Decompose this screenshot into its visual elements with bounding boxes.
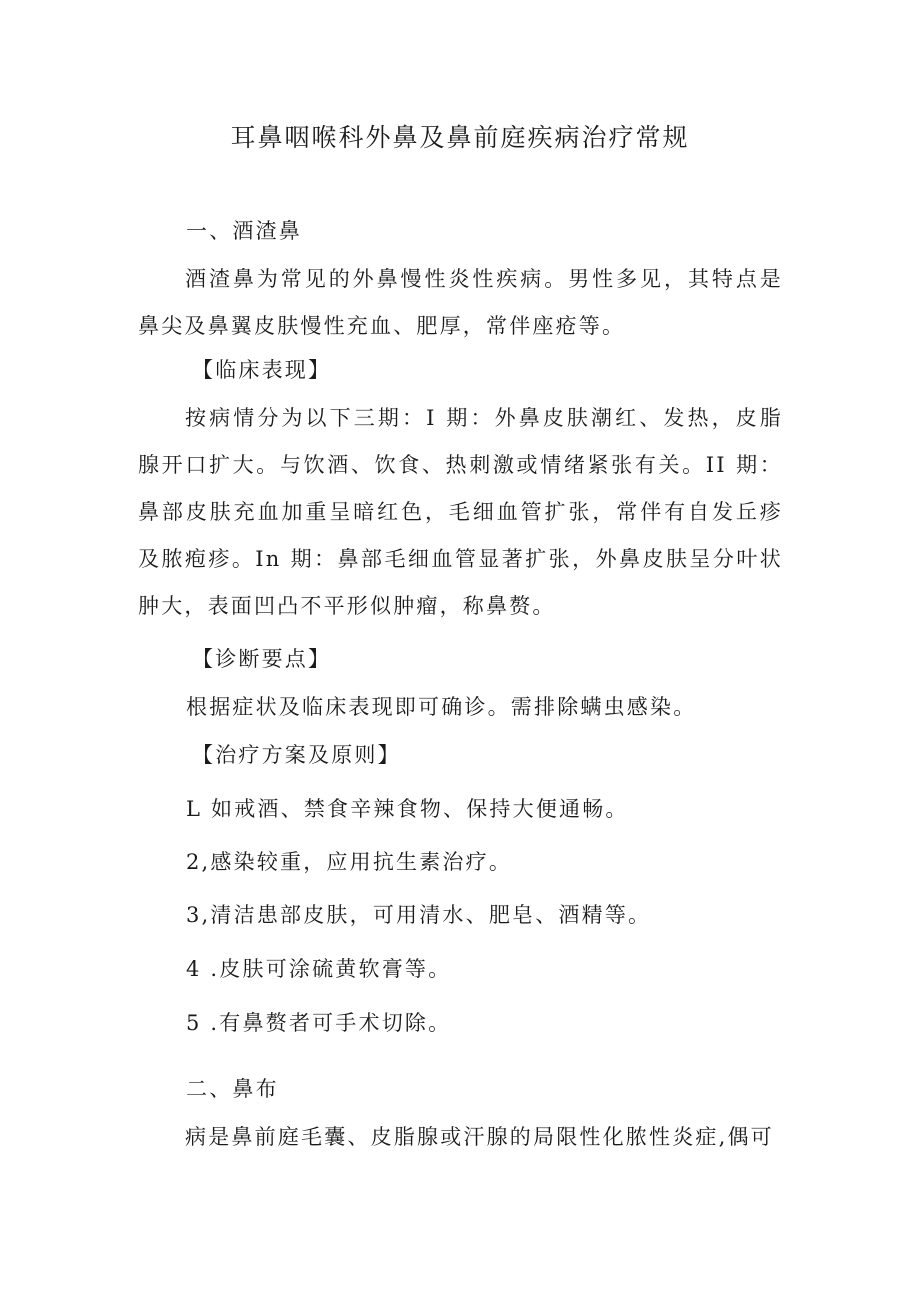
section-2-intro: 病是鼻前庭毛囊、皮脂腺或汗腺的局限性化脓性炎症,偶可 xyxy=(185,1125,774,1149)
treatment-item: 2,感染较重，应用抗生素治疗。 xyxy=(186,850,513,874)
diagnosis-text: 根据症状及临床表现即可确诊。需排除螨虫感染。 xyxy=(186,695,697,719)
treatment-heading: 【治疗方案及原则】 xyxy=(192,743,401,767)
treatment-item: 4 .皮肤可涂硫黄软膏等。 xyxy=(186,957,452,981)
section-1-intro: 酒渣鼻为常见的外鼻慢性炎性疾病。男性多见，其特点是鼻尖及鼻翼皮肤慢性充血、肥厚，常伴座疮等。 xyxy=(138,267,783,338)
section-1-heading: 一、酒渣鼻 xyxy=(186,219,302,243)
treatment-item: 3,清洁患部皮肤，可用清水、肥皂、酒精等。 xyxy=(186,903,652,927)
treatment-item: 5 .有鼻赘者可手术切除。 xyxy=(186,1011,452,1035)
treatment-item: L 如戒酒、禁食辛辣食物、保持大便通畅。 xyxy=(186,797,629,821)
document-title: 耳鼻咽喉科外鼻及鼻前庭疾病治疗常规 xyxy=(230,123,690,152)
clinical-text: 按病情分为以下三期：I 期：外鼻皮肤潮红、发热，皮脂腺开口扩大。与饮酒、饮食、热刺激或情绪紧张有关。II 期：鼻部皮肤充血加重呈暗红色，毛细血管扩张，常伴有自发丘疹及脓疱疹。In 期：鼻部毛细血管显著扩张，外鼻皮肤呈分叶状肿大，表面凹凸不平形似肿瘤，称鼻赘。 xyxy=(138,406,783,618)
diagnosis-heading: 【诊断要点】 xyxy=(192,647,332,671)
clinical-heading: 【临床表现】 xyxy=(192,358,332,382)
section-2-heading: 二、鼻布 xyxy=(186,1077,279,1101)
